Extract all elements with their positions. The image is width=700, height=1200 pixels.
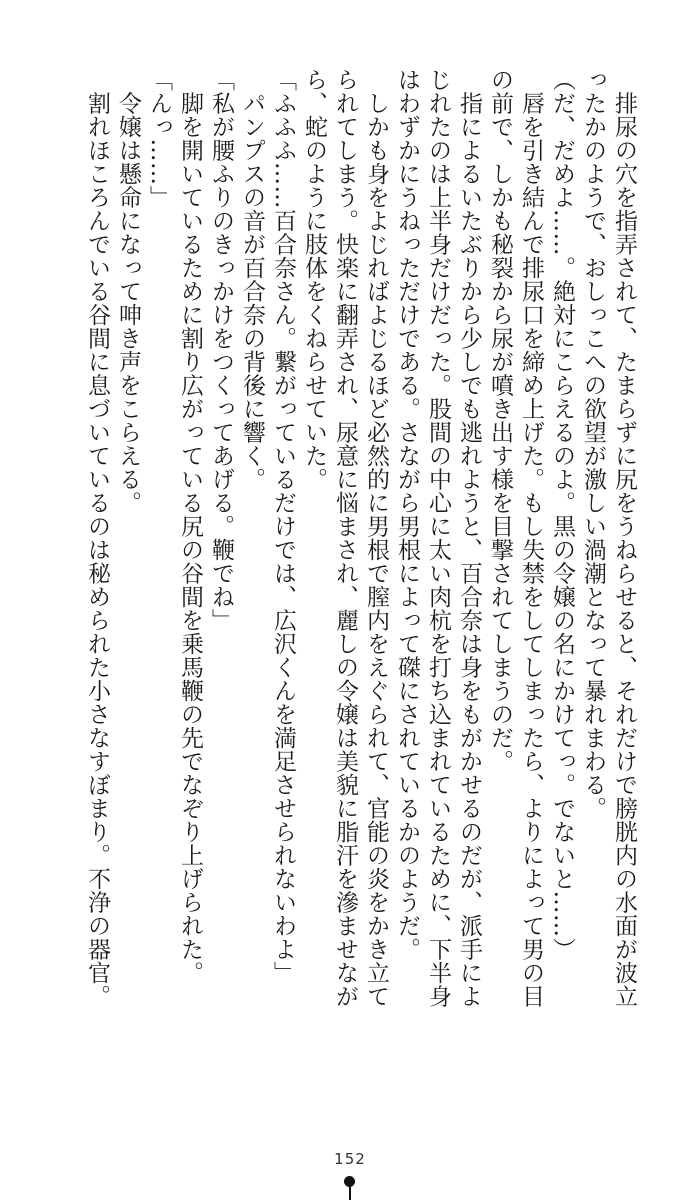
text-line-17: 令嬢は懸命になって呻き声をこらえる。 [115, 68, 141, 515]
text-line-1: 排尿の穴を指弄されて、たまらずに尻をうねらせると、それだけで膀胱内の水面が波立 [611, 68, 637, 1008]
page-marker-dot [344, 1176, 355, 1187]
text-line-16: 「んっ……」 [146, 68, 172, 209]
text-line-14: 「私が腰ふりのきっかけをつくってあげる。鞭でね」 [208, 68, 234, 632]
text-line-13: パンプスの音が百合奈の背後に響く。 [239, 68, 265, 491]
text-line-9: しかも身をよじればよじるほど必然的に男根で膣内をえぐられて、官能の炎をかき立て [363, 68, 389, 1008]
text-line-15: 脚を開いているために割り広がっている尻の谷間を乗馬鞭の先でなぞり上げられた。 [177, 68, 203, 985]
text-line-4: 唇を引き結んで排尿口を締め上げた。もし失禁をしてしまったら、よりによって男の目 [518, 68, 544, 1008]
text-line-18: 割れほころんでいる谷間に息づいているのは秘められた小さなすぼまり。不浄の器官。 [84, 68, 110, 1008]
text-line-8: はわずかにうねっただけである。さながら男根によって磔にされているかのようだ。 [394, 68, 420, 961]
text-line-5: の前で、しかも秘裂から尿が噴き出す様を目撃されてしまうのだ。 [487, 68, 513, 773]
text-line-6: 指によるいたぶりから少しでも逃れようと、百合奈は身をもがかせるのだが、派手によ [456, 68, 482, 1008]
text-line-10: られてしまう。快楽に翻弄され、尿意に悩まされ、麗しの令嬢は美貌に脂汗を滲ませなが [332, 68, 358, 1008]
page-marker-stem [349, 1187, 351, 1200]
text-line-3: （だ、だめよ……。絶対にこらえるのよ。黒の令嬢の名にかけてっ。でないと……） [549, 68, 575, 961]
page-number: 152 [334, 1150, 366, 1168]
text-line-11: ら、蛇のように肢体をくねらせていた。 [301, 68, 327, 491]
text-line-2: ったかのようで、おしっこへの欲望が激しい渦潮となって暴れまわる。 [580, 68, 606, 820]
text-line-12: 「ふふふ……百合奈さん。繋がっているだけでは、広沢くんを満足させられないわよ」 [270, 68, 296, 985]
text-line-7: じれたのは上半身だけだった。股間の中心に太い肉杭を打ち込まれているために、下半身 [425, 68, 451, 1008]
